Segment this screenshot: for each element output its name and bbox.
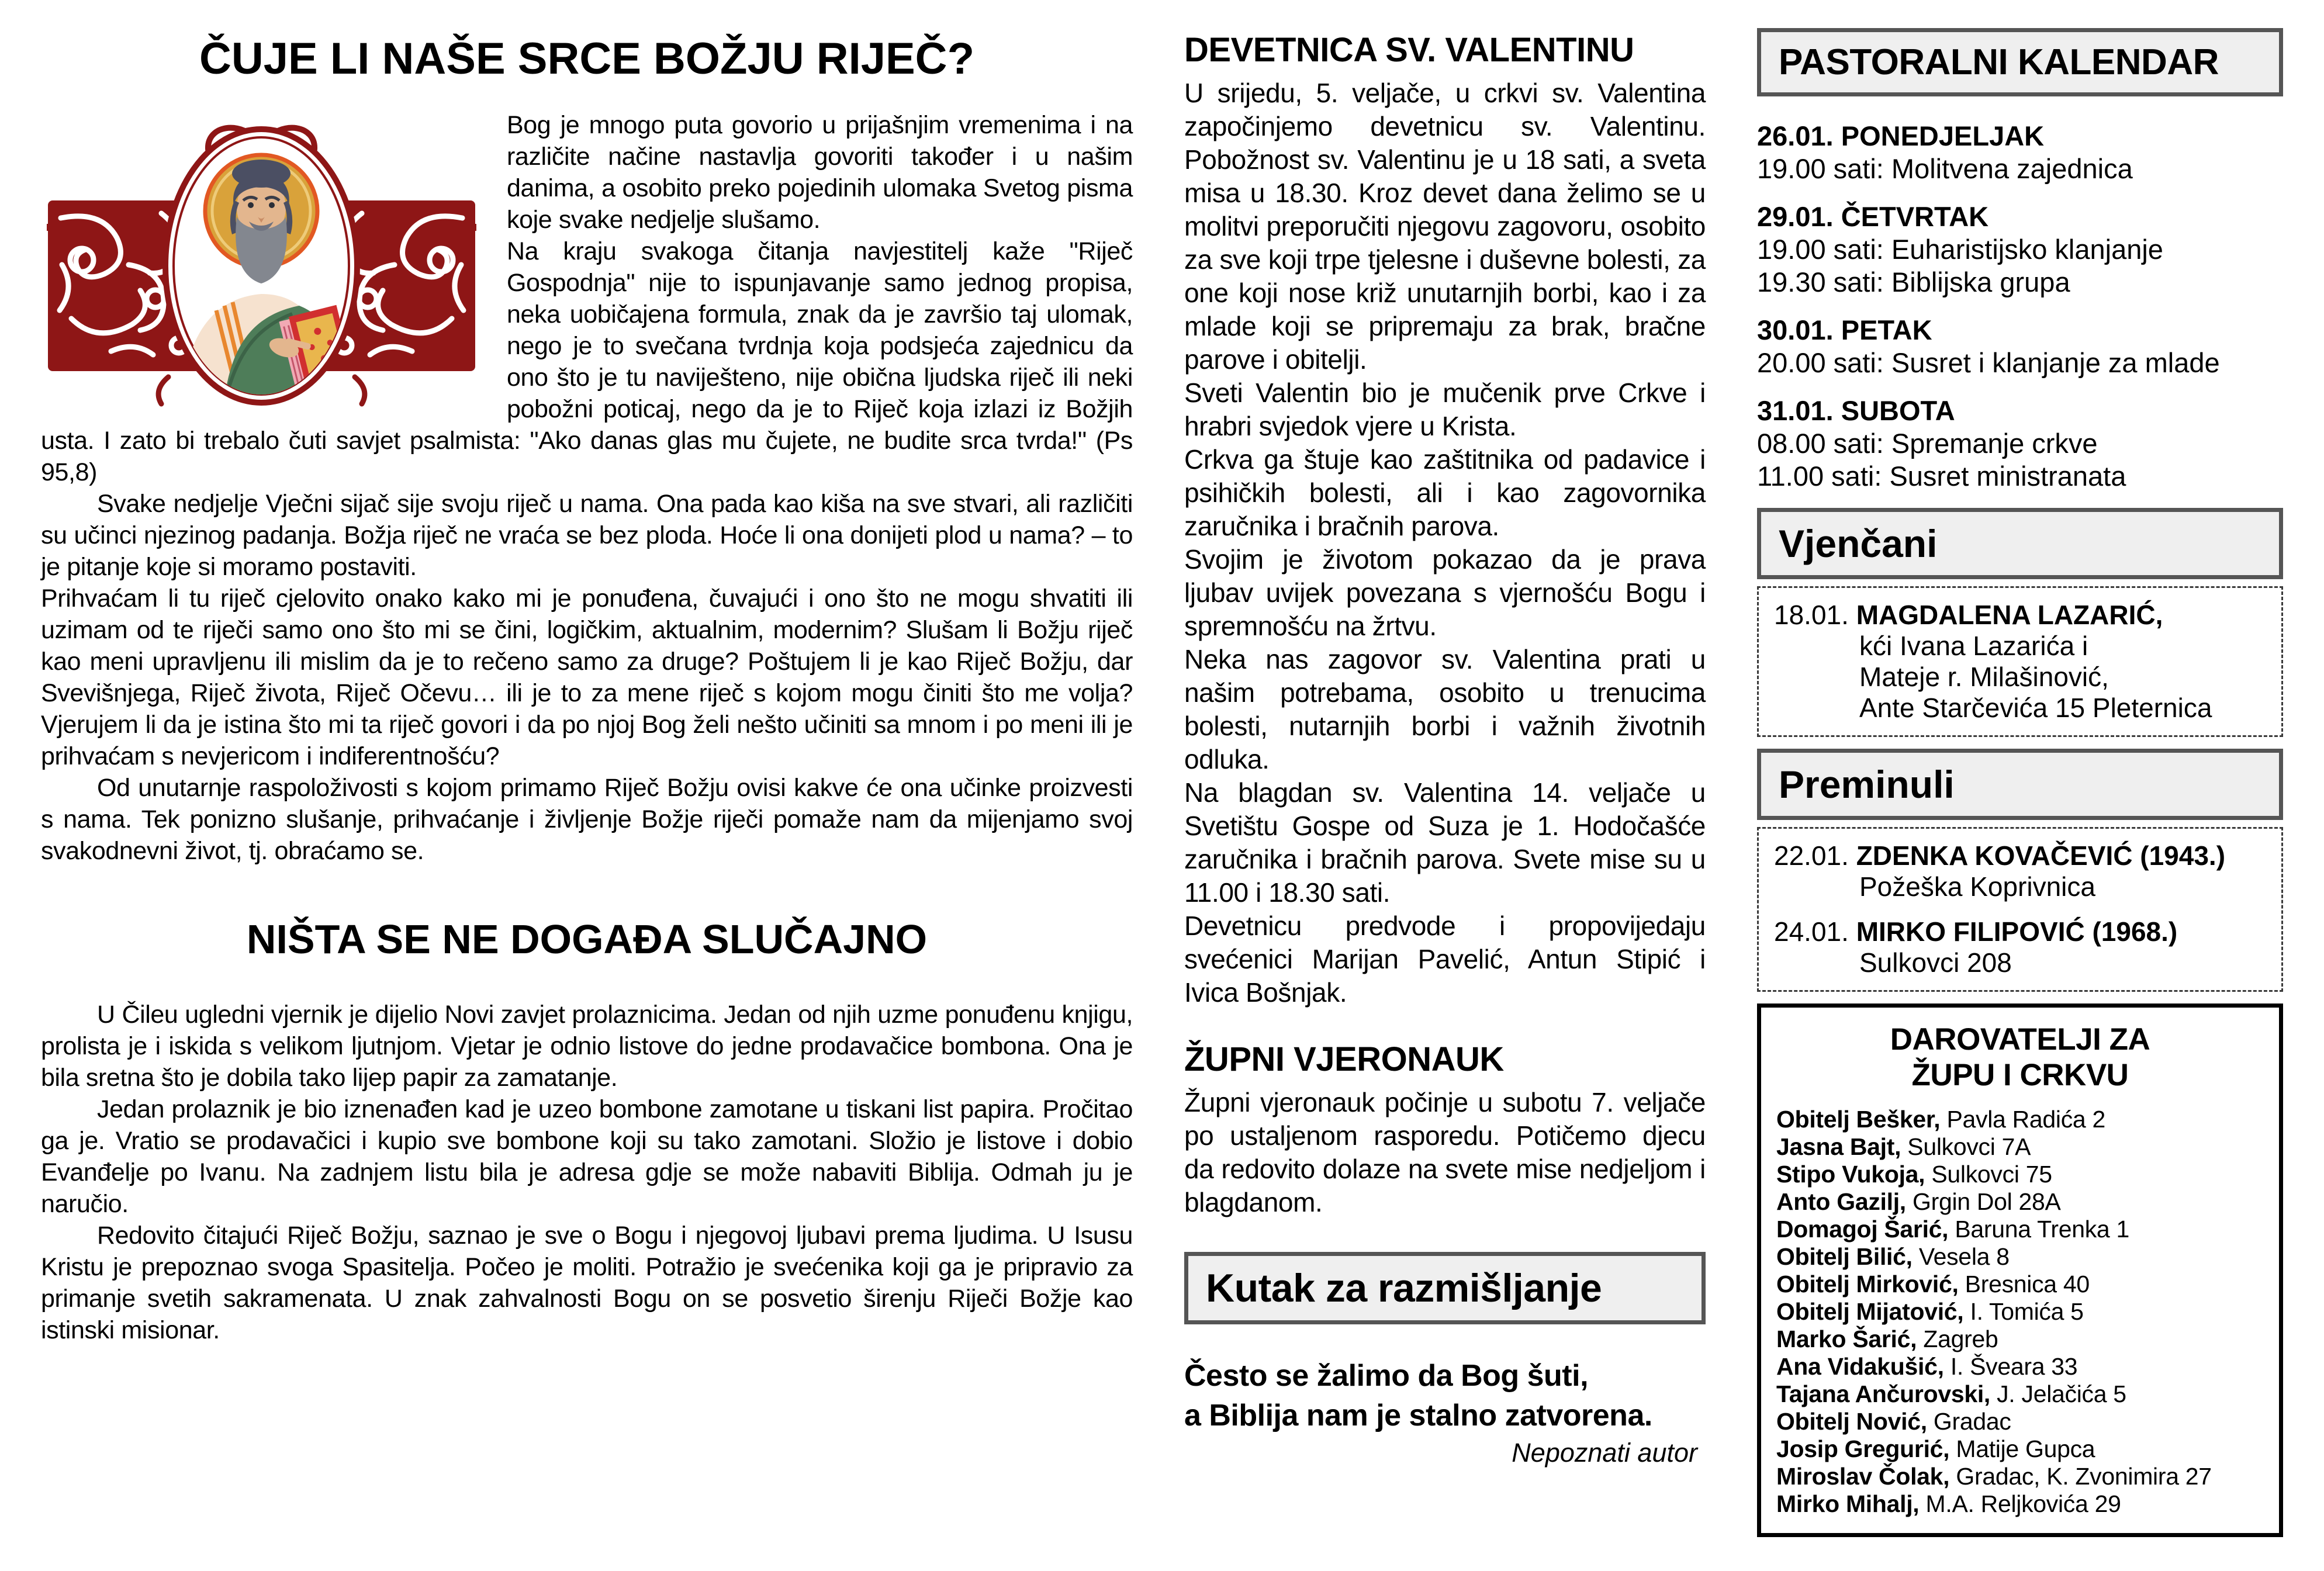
second-article-title: NIŠTA SE NE DOGAĐA SLUČAJNO <box>246 916 928 963</box>
donor-entry <box>1776 1353 2264 1380</box>
married-entries-box <box>1757 586 2283 737</box>
calendar-entry <box>1757 314 2283 379</box>
donor-name: Mirko Mihalj, <box>1776 1490 1920 1517</box>
donor-address: I. Šveara 33 <box>1943 1353 2078 1380</box>
body-paragraph: Župni vjeronauk počinje u subotu 7. veljače po ustaljenom rasporedu. Potičemo djecu da redovito dolaze na svete mise nedjeljom i blagdanom. <box>1184 1087 1706 1217</box>
donor-name: Marko Šarić, <box>1776 1326 1917 1352</box>
pastoral-calendar-heading-box <box>1757 28 2283 96</box>
calendar-item: 19.30 sati: Biblijska grupa <box>1757 267 2070 297</box>
donor-entry <box>1776 1133 2264 1161</box>
body-paragraph: Redovito čitajući Riječ Božju, saznao je sve o Bogu i njegovoj ljubavi prema ljudima. U Isusu Kristu je prepoznao svoga Spasitelja. Počeo je moliti. Potražio je svećenika koji ga je pripravio za primanje svetih sakramenata. U znak zahvalnosti Bogu on se posvetio širenju Riječi Božje kao istinski misionar. <box>41 1221 1133 1345</box>
middle-articles <box>1184 30 1706 1219</box>
body-paragraph: Prihvaćam li tu riječ cjelovito onako kako mi je ponuđena, čuvajući i ono što ne mogu shvatiti ili uzimam od te riječi samo ono što mi se čini, logičkim, aktualnim, modernim? Slušam li Božju riječ kao meni upravljenu ili mislim da je to rečeno samo za druge? Poštujem li je kao Riječ Božju, dar Svevišnjega, Riječ života, Riječ Očevu… ili je to za mene riječ s kojom mogu činiti što me volja? Vjerujem li da je istina što mi ta riječ govori i da po njoj Bog želi nešto učiniti sa mnom i po meni ili je prihvaćam s nevjericom i indiferentnošću? <box>41 584 1133 771</box>
calendar-date: 26.01. PONEDJELJAK <box>1757 120 2045 151</box>
article-heading: DEVETNICA SV. VALENTINU <box>1184 31 1634 69</box>
donor-address: Gradac, K. Zvonimira 27 <box>1949 1463 2212 1490</box>
donor-name: Josip Gregurić, <box>1776 1435 1950 1462</box>
person-name: MIRKO FILIPOVIĆ (1968.) <box>1856 916 2178 947</box>
body-paragraph: U Čileu ugledni vjernik je dijelio Novi zavjet prolaznicima. Jedan od njih uzme ponuđenu knjigu, prolista je i iskida s velikom ljutnjom. Vjetar je odnio listove do jedne prodavačice bombona. Ona je bila sretna što je dobila tako lijep papir za zamatanje. <box>41 1001 1133 1092</box>
body-paragraph: Jedan prolaznik je bio iznenađen kad je uzeo bombone zamotane u tiskani list papira. Pročitao ga je. Vratio se prodavačici i kupio sve bombone koji su tako zamotani. Složio je listove i dobio Evanđelje po Ivanu. Na zadnjem listu bila je adresa gdje se može nabaviti Biblija. Odmah ju je naručio. <box>41 1095 1133 1219</box>
donor-address: Vesela 8 <box>1912 1243 2010 1270</box>
kutak-heading-box <box>1184 1252 1706 1324</box>
donors-box <box>1757 1003 2283 1537</box>
body-paragraph: Na blagdan sv. Valentina 14. veljače u Svetištu Gospe od Suza je 1. Hodočašće zaručnika i bračnih parova. Svete mise su u 11.00 i 18.30 sati. <box>1184 777 1706 908</box>
donor-entry <box>1776 1435 2264 1463</box>
saint-evangelist-ornament-illustration <box>41 113 482 408</box>
donor-name: Tajana Ančurovski, <box>1776 1380 1991 1407</box>
person-detail: Požeška Koprivnica <box>1859 871 2095 902</box>
saint-ornament-image <box>41 113 482 408</box>
person-date: 18.01. <box>1774 600 1856 630</box>
person-entry <box>1774 840 2266 902</box>
donor-address: J. Jelačića 5 <box>1990 1380 2126 1407</box>
calendar-item: 11.00 sati: Susret ministranata <box>1757 461 2126 492</box>
kutak-heading: Kutak za razmišljanje <box>1206 1266 1602 1310</box>
person-head <box>1774 916 2266 947</box>
donor-entry <box>1776 1380 2264 1408</box>
person-name: MAGDALENA LAZARIĆ, <box>1856 600 2163 630</box>
quote-line: Često se žalimo da Bog šuti, <box>1184 1359 1589 1393</box>
calendar-date: 29.01. ČETVRTAK <box>1757 201 1989 232</box>
person-detail: kći Ivana Lazarića i <box>1859 631 2088 661</box>
body-paragraph: Od unutarnje raspoloživosti s kojom primamo Riječ Božju ovisi kakve će ona učinke proizvesti s nama. Tek ponizno slušanje, prihvaćanje i življenje Božje riječi pomaže nam da mijenjamo svoj svakodnevni život, tj. obraćamo se. <box>41 774 1133 866</box>
person-entry <box>1774 916 2266 978</box>
person-head <box>1774 840 2266 871</box>
body-paragraph: Svojim je životom pokazao da je prava ljubav uvijek povezana s vjernošću Bogu i spremnošću na žrtvu. <box>1184 544 1706 641</box>
deceased-heading: Preminuli <box>1779 763 1955 806</box>
donor-address: I. Tomića 5 <box>1963 1298 2084 1325</box>
donor-name: Domagoj Šarić, <box>1776 1216 1949 1243</box>
donor-address: Bresnica 40 <box>1958 1271 2090 1297</box>
calendar-entry <box>1757 395 2283 493</box>
married-heading: Vjenčani <box>1779 522 1938 565</box>
donors-heading-line: ŽUPU I CRKVU <box>1911 1058 2129 1092</box>
donors-heading <box>1776 1022 2264 1093</box>
reflection-quote <box>1184 1356 1706 1435</box>
calendar-item: 19.00 sati: Euharistijsko klanjanje <box>1757 234 2163 265</box>
donor-address: Grgin Dol 28A <box>1905 1188 2061 1215</box>
body-paragraph: Crkva ga štuje kao zaštitnika od padavice i psihičkih bolesti, ali i kao zagovornika zaručnika i bračnih parova. <box>1184 444 1706 541</box>
donor-entry <box>1776 1188 2264 1216</box>
donors-heading-line: DAROVATELJI ZA <box>1890 1022 2150 1057</box>
deceased-entries-box <box>1757 827 2283 992</box>
married-heading-box <box>1757 508 2283 579</box>
person-name: ZDENKA KOVAČEVIĆ (1943.) <box>1856 840 2226 871</box>
left-column <box>41 28 1133 1550</box>
donor-entry <box>1776 1326 2264 1353</box>
calendar-entry <box>1757 120 2283 185</box>
donor-address: Pavla Radića 2 <box>1940 1106 2106 1133</box>
donor-entry <box>1776 1490 2264 1518</box>
donor-name: Obitelj Bilić, <box>1776 1243 1913 1270</box>
donor-name: Stipo Vukoja, <box>1776 1161 1925 1188</box>
body-paragraph: Svake nedjelje Vječni sijač sije svoju riječ u nama. Ona pada kao kiša na sve stvari, ali različiti su učinci njezinog padanja. Božja riječ ne vraća se bez ploda. Hoće li ona donijeti plod u nama? – to je pitanje koje si moramo postaviti. <box>41 490 1133 582</box>
donor-address: Sulkovci 7A <box>1901 1133 2031 1160</box>
article-heading: ŽUPNI VJERONAUK <box>1184 1040 1504 1078</box>
person-date: 22.01. <box>1774 840 1856 871</box>
deceased-heading-box <box>1757 749 2283 820</box>
donor-name: Ana Vidakušić, <box>1776 1353 1944 1380</box>
donor-entry <box>1776 1408 2264 1435</box>
calendar-item: 08.00 sati: Spremanje crkve <box>1757 428 2098 459</box>
person-detail: Mateje r. Milašinović, <box>1859 662 2109 692</box>
calendar-date: 31.01. SUBOTA <box>1757 395 1955 426</box>
donor-name: Miroslav Čolak, <box>1776 1463 1950 1490</box>
person-date: 24.01. <box>1774 916 1856 947</box>
body-paragraph: Devetnicu predvode i propovijedaju svećenici Marijan Pavelić, Antun Stipić i Ivica Bošnjak. <box>1184 911 1706 1008</box>
donor-name: Obitelj Mijatović, <box>1776 1298 1964 1325</box>
pastoral-calendar-list <box>1757 120 2283 493</box>
donor-name: Jasna Bajt, <box>1776 1133 1901 1160</box>
donor-entry <box>1776 1106 2264 1133</box>
middle-column <box>1184 28 1706 1550</box>
article-title: ČUJE LI NAŠE SRCE BOŽJU RIJEČ? <box>199 34 974 84</box>
donor-name: Obitelj Bešker, <box>1776 1106 1941 1133</box>
calendar-item: 20.00 sati: Susret i klanjanje za mlade <box>1757 347 2220 378</box>
donor-name: Anto Gazilj, <box>1776 1188 1906 1215</box>
person-entry <box>1774 600 2266 724</box>
donor-name: Obitelj Nović, <box>1776 1408 1927 1435</box>
quote-author: Nepoznati autor <box>1512 1438 1697 1468</box>
pastoral-calendar-heading: PASTORALNI KALENDAR <box>1779 42 2219 82</box>
article <box>1184 30 1706 1009</box>
donor-entry <box>1776 1243 2264 1271</box>
person-head <box>1774 600 2266 631</box>
donor-address: M.A. Reljkovića 29 <box>1919 1490 2121 1517</box>
donor-address: Zagreb <box>1917 1326 1998 1352</box>
right-column <box>1757 28 2283 1550</box>
donor-entry <box>1776 1463 2264 1490</box>
calendar-entry <box>1757 200 2283 299</box>
donor-name: Obitelj Mirković, <box>1776 1271 1959 1297</box>
quote-line: a Biblija nam je stalno zatvorena. <box>1184 1399 1652 1432</box>
donor-address: Sulkovci 75 <box>1925 1161 2052 1188</box>
person-detail: Sulkovci 208 <box>1859 947 2012 978</box>
body-paragraph: Neka nas zagovor sv. Valentina prati u našim potrebama, osobito u trenucima bolesti, nutarnjih borbi i važnih životnih odluka. <box>1184 644 1706 774</box>
second-article-body <box>41 999 1133 1346</box>
person-detail: Ante Starčevića 15 Pleternica <box>1859 693 2212 723</box>
body-paragraph: Sveti Valentin bio je mučenik prve Crkve i hrabri svjedok vjere u Krista. <box>1184 378 1706 441</box>
donor-address: Gradac <box>1927 1408 2011 1435</box>
donor-address: Baruna Trenka 1 <box>1948 1216 2130 1243</box>
body-paragraph: U srijedu, 5. veljače, u crkvi sv. Valentina započinjemo devetnicu sv. Valentinu. Pobožnost sv. Valentinu je u 18 sati, a sveta misa u 18.30. Kroz devet dana želimo se u molitvi preporučiti njegovu zagovoru, osobito za sve koji trpe tjelesne i duševne bolesti, za one koji nose križ unutarnjih borbi, kao i za mlade koji se pripremaju za brak, bračne parove i obitelji. <box>1184 78 1706 375</box>
donor-entry <box>1776 1298 2264 1326</box>
body-paragraph: Bog je mnogo puta govorio u prijašnjim vremenima i na različite načine nastavlja govoriti također i u našim danima, a osobito preko pojedinih ulomaka Svetog pisma koje svake nedjelje slušamo. <box>507 111 1133 234</box>
calendar-date: 30.01. PETAK <box>1757 314 1932 345</box>
article <box>1184 1040 1706 1219</box>
donor-entry <box>1776 1161 2264 1188</box>
donor-entry <box>1776 1271 2264 1298</box>
donors-list <box>1776 1106 2264 1518</box>
body-paragraph: Na kraju svakoga čitanja navjestitelj kaže "Riječ Gospodnja" nije to ispunjavanje samo jednog propisa, neka uobičajena formula, znak da je završio taj ulomak, nego je to svečana tvrdnja koja podsjeća zajednicu da ono što je tu naviješteno, nije obična ljudska riječ ili neki pobožni poticaj, nego da je to Riječ koja izlazi iz Božjih usta. I zato bi trebalo čuti savjet psalmista: "Ako danas glas mu čujete, ne budite srca tvrda!" (Ps 95,8) <box>41 237 1133 487</box>
donor-entry <box>1776 1216 2264 1243</box>
calendar-item: 19.00 sati: Molitvena zajednica <box>1757 153 2133 184</box>
donor-address: Matije Gupca <box>1949 1435 2095 1462</box>
